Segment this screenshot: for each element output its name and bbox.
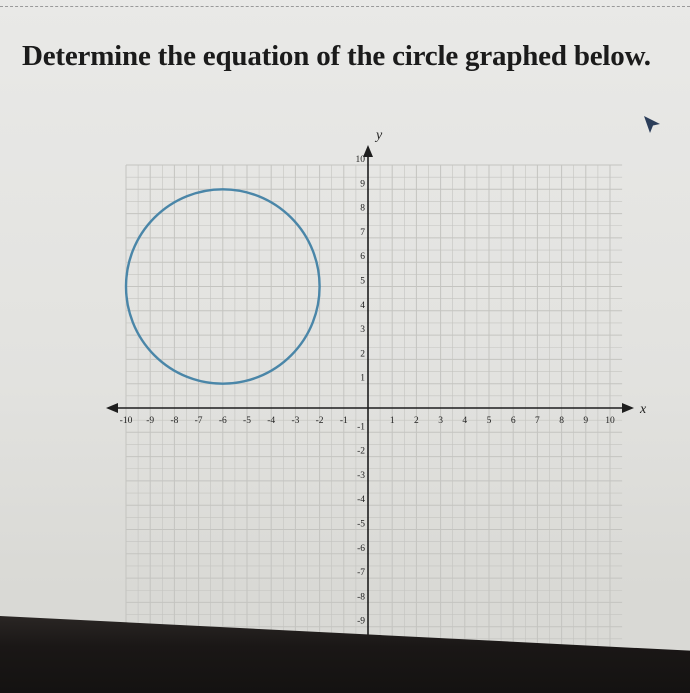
y-tick-label: 5 [360,276,365,287]
x-tick-label: -10 [119,416,133,426]
x-tick-label: 4 [462,416,468,426]
x-tick-label: 6 [510,416,516,426]
y-tick-label: 6 [360,252,365,263]
x-tick-label: 2 [414,416,419,426]
x-axis-arrow-right [622,403,634,413]
y-tick-label: 4 [360,300,365,311]
x-tick-label: 9 [583,416,589,426]
y-tick-label: -5 [357,519,365,530]
x-axis-title: x [640,402,647,417]
axes [106,145,634,661]
x-tick-label: 3 [438,416,443,426]
x-tick-label: -7 [194,416,203,426]
x-tick-label: 10 [605,416,615,426]
x-tick-label: -3 [291,416,300,426]
x-tick-label: 5 [486,416,492,426]
x-tick-label: -6 [218,416,227,426]
x-tick-label: -4 [267,416,276,426]
x-tick-label: 1 [389,416,395,426]
y-tick-label: 2 [360,349,365,360]
y-tick-label: -1 [357,422,365,433]
axis-titles [374,128,647,417]
question-text: Determine the equation of the circle graphed below. [22,40,651,72]
y-tick-label: 1 [360,373,365,384]
x-tick-label: 8 [559,416,564,426]
y-tick-label: -2 [357,446,365,457]
x-tick-label: -5 [243,416,251,426]
y-tick-label: -3 [357,470,365,481]
x-tick-label: 7 [535,416,540,426]
y-tick-label: 8 [360,203,365,214]
y-tick-label: 7 [360,227,365,238]
y-axis-title: y [376,128,383,143]
y-tick-label: -6 [357,543,365,554]
x-tick-label: -8 [170,416,179,426]
x-tick-label: -9 [146,416,155,426]
x-axis-arrow-left [106,403,118,413]
x-tick-label: -2 [315,416,324,426]
mouse-pointer-icon [642,114,664,141]
y-tick-label: -8 [357,592,365,603]
x-tick-label: -1 [339,416,348,426]
y-tick-label: 9 [360,179,365,190]
y-tick-label: 10 [355,155,365,165]
y-tick-label: 3 [360,325,365,336]
y-tick-label: -4 [357,495,365,506]
y-tick-label: -9 [357,616,365,627]
y-tick-label: -7 [357,568,365,579]
